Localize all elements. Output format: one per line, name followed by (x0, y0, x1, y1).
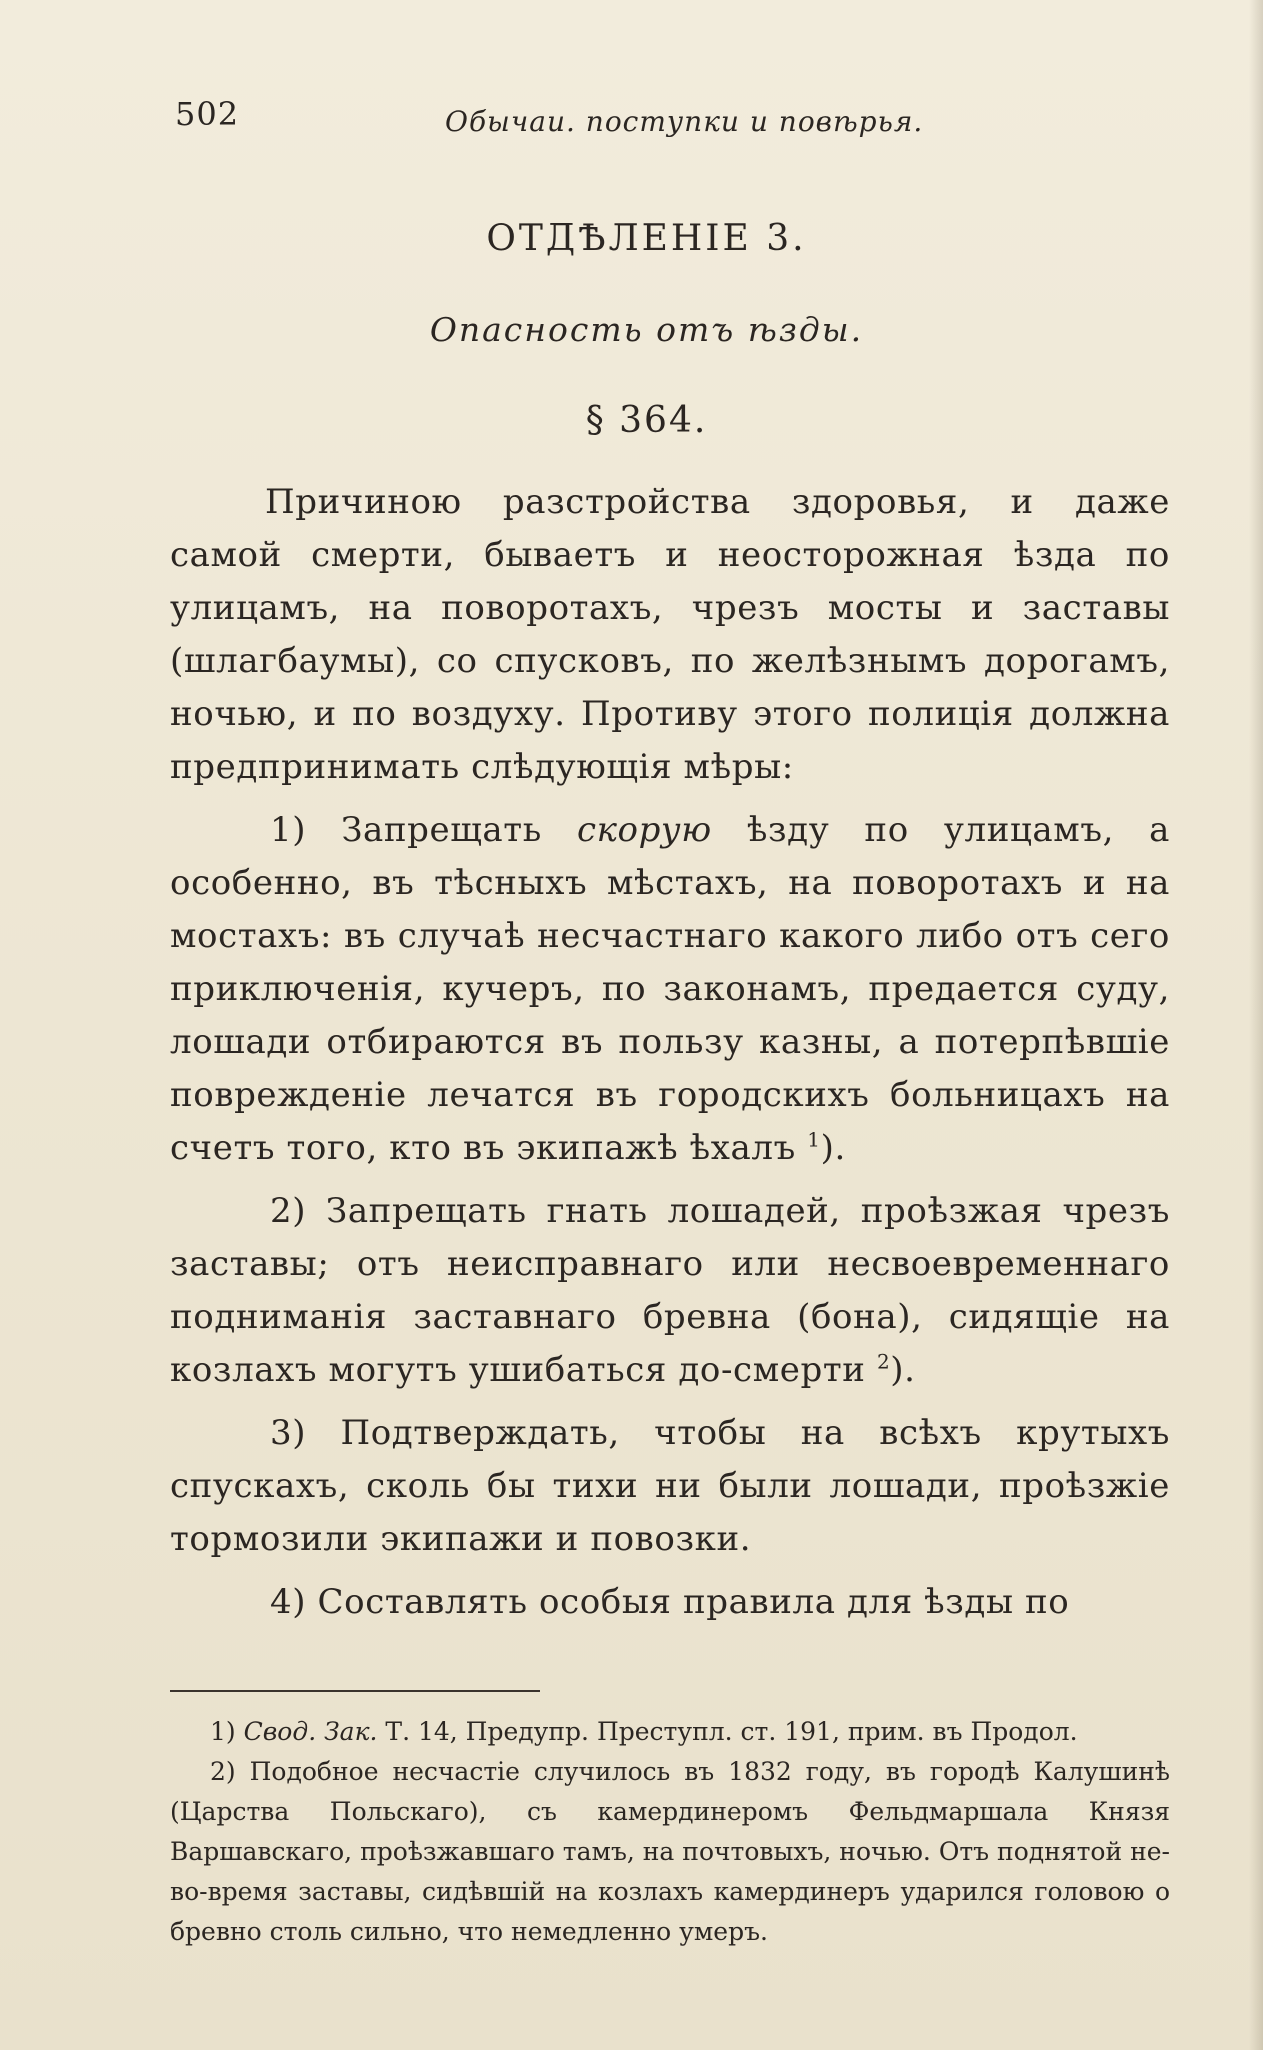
item-2-end: ). (890, 1350, 916, 1390)
footnote-ref-1: 1 (807, 1127, 821, 1152)
item-4-paragraph: 4) Составлять особыя правила для ѣзды по (270, 1582, 1070, 1622)
footnote-divider (170, 1690, 540, 1692)
footnote-1-text: Т. 14, Предупр. Преступл. ст. 191, прим. въ Продол. (385, 1717, 1078, 1746)
item-1-emphasis: скорую (576, 810, 712, 850)
item-3-paragraph: 3) Подтверждать, чтобы на всѣхъ крутыхъ спускахъ, сколь бы тихи ни были лошади, проѣзжіе тормозили экипажи и повозки. (170, 1413, 1170, 1559)
section-subtitle: Опасность отъ ѣзды. (429, 310, 864, 349)
main-text (170, 476, 1170, 1639)
footnote-1-number: 1) (210, 1717, 236, 1746)
page-edge-shadow (1249, 0, 1263, 2050)
paragraph-number: § 364. (585, 400, 708, 441)
item-1-paragraph (170, 804, 1170, 1175)
item-2-text: 2) Запрещать гнать лошадей, проѣзжая чрезъ заставы; отъ неисправнаго или несвоевременнаго подниманія заставнаго бревна (бона), сидящіе на козлахъ могутъ ушибаться до-смерти (170, 1191, 1170, 1390)
footnote-2: 2) Подобное несчастіе случилось въ 1832 году, въ городѣ Калушинѣ (Царства Польскаго), съ камердинеромъ Фельдмаршала Князя Варшавскаго, проѣзжавшаго тамъ, на почтовыхъ, ночью. Отъ поднятой не-во-время заставы, сидѣвшій на козлахъ камердинеръ ударился головою о бревно столь сильно, что немедленно умеръ. (170, 1757, 1170, 1946)
footnote-ref-2: 2 (876, 1349, 891, 1374)
page-number: 502 (175, 95, 240, 133)
footnotes (170, 1712, 1170, 1952)
item-1-end: ). (820, 1128, 846, 1168)
footnote-1 (170, 1712, 1170, 1752)
footnote-1-source: Свод. Зак. (243, 1717, 378, 1746)
running-title: Обычаи. поступки и повѣрья. (445, 105, 924, 138)
page-header (175, 95, 1103, 145)
item-2-paragraph (170, 1185, 1170, 1397)
intro-paragraph: Причиною разстройства здоровья, и даже самой смерти, бываетъ и неосторожная ѣзда по улицамъ, на поворотахъ, чрезъ мосты и заставы (шлагбаумы), со спусковъ, по желѣзнымъ дорогамъ, ночью, и по воздуху. Противу этого полиція должна предпринимать слѣдующія мѣры: (170, 482, 1170, 787)
item-1-text: ѣзду по улицамъ, а особенно, въ тѣсныхъ мѣстахъ, на поворотахъ и на мостахъ: въ случаѣ несчастнаго какого либо отъ сего приключенія, кучеръ, по законамъ, предается суду, лошади отбираются въ пользу казны, а потерпѣвшіе поврежденіе лечатся въ городскихъ больницахъ на счетъ того, кто въ экипажѣ ѣхалъ (170, 810, 1170, 1168)
item-1-prefix: 1) Запрещать (270, 810, 542, 850)
section-title: ОТДѢЛЕНІЕ 3. (486, 218, 807, 259)
